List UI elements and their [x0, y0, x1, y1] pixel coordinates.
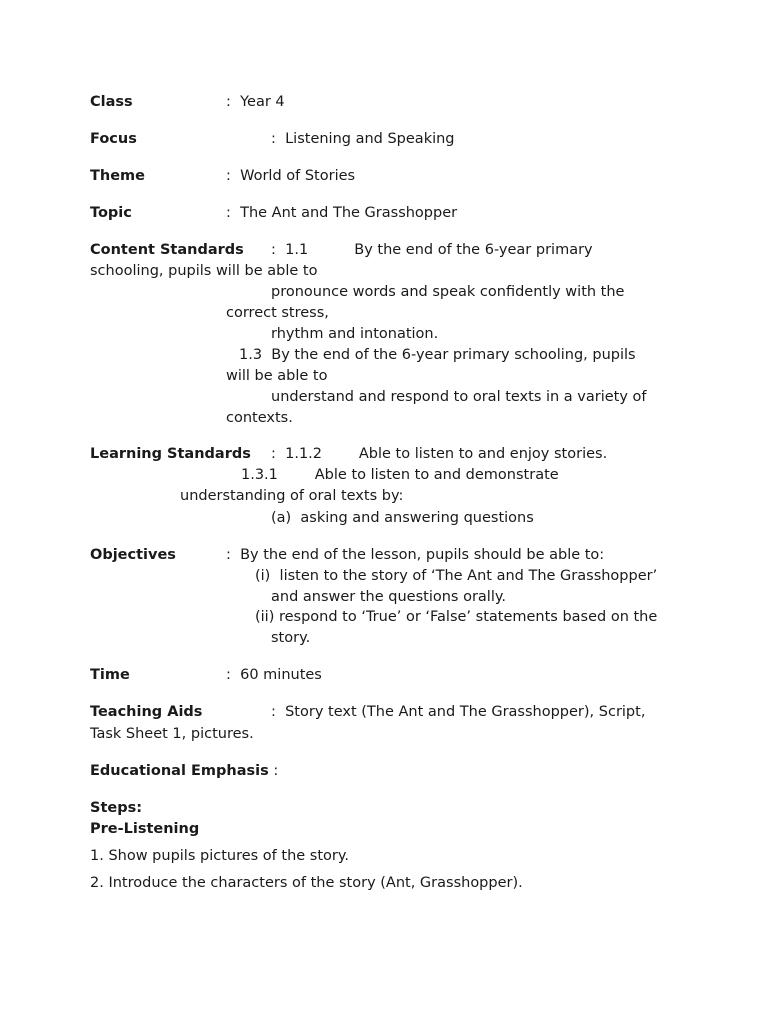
objectives-line: story. [271, 630, 311, 646]
content-standards-line: : 1.1 By the end of the 6-year primary [271, 242, 593, 258]
time-label: Time [90, 667, 130, 683]
step-item: 1. Show pupils pictures of the story. [90, 848, 349, 864]
learning-standards-label: Learning Standards [90, 446, 251, 462]
objectives-line: and answer the questions orally. [271, 589, 506, 605]
topic-label: Topic [90, 205, 132, 221]
content-standards-line: correct stress, [226, 305, 329, 321]
time-value: : 60 minutes [226, 667, 322, 683]
teaching-aids-label: Teaching Aids [90, 704, 203, 720]
objectives-line: (ii) respond to ‘True’ or ‘False’ statements based on the [255, 609, 658, 625]
content-standards-label: Content Standards [90, 242, 244, 258]
focus-value: : Listening and Speaking [271, 131, 455, 147]
content-standards-line: contexts. [226, 410, 293, 426]
learning-standards-line: (a) asking and answering questions [271, 510, 534, 526]
content-standards-line: understand and respond to oral texts in a variety of [271, 389, 647, 405]
content-standards-line: schooling, pupils will be able to [90, 263, 318, 279]
theme-value: : World of Stories [226, 168, 356, 184]
learning-standards-line: 1.3.1 Able to listen to and demonstrate [241, 467, 559, 483]
objectives-line: (i) listen to the story of ‘The Ant and The Grasshopper’ [255, 568, 658, 584]
teaching-aids-line: : Story text (The Ant and The Grasshopper), Script, [271, 704, 646, 720]
topic-value: : The Ant and The Grasshopper [226, 205, 458, 221]
class-value: : Year 4 [226, 94, 285, 110]
content-standards-line: will be able to [226, 368, 328, 384]
content-standards-line: pronounce words and speak confidently with the [271, 284, 625, 300]
objectives-line: : By the end of the lesson, pupils should be able to: [226, 547, 605, 563]
content-standards-line: rhythm and intonation. [271, 326, 439, 342]
objectives-label: Objectives [90, 547, 176, 563]
educational-emphasis-value: : [268, 763, 279, 779]
teaching-aids-line: Task Sheet 1, pictures. [90, 726, 254, 742]
step-item: 2. Introduce the characters of the story (Ant, Grasshopper). [90, 875, 523, 891]
learning-standards-line: : 1.1.2 Able to listen to and enjoy stories. [271, 446, 608, 462]
class-label: Class [90, 94, 133, 110]
content-standards-line: 1.3 By the end of the 6-year primary schooling, pupils [239, 347, 636, 363]
learning-standards-line: understanding of oral texts by: [180, 488, 404, 504]
steps-heading: Steps: [90, 800, 143, 816]
educational-emphasis-row [90, 761, 278, 782]
educational-emphasis-label: Educational Emphasis [90, 763, 269, 779]
focus-label: Focus [90, 131, 137, 147]
theme-label: Theme [90, 168, 145, 184]
pre-listening-heading: Pre-Listening [90, 821, 200, 837]
